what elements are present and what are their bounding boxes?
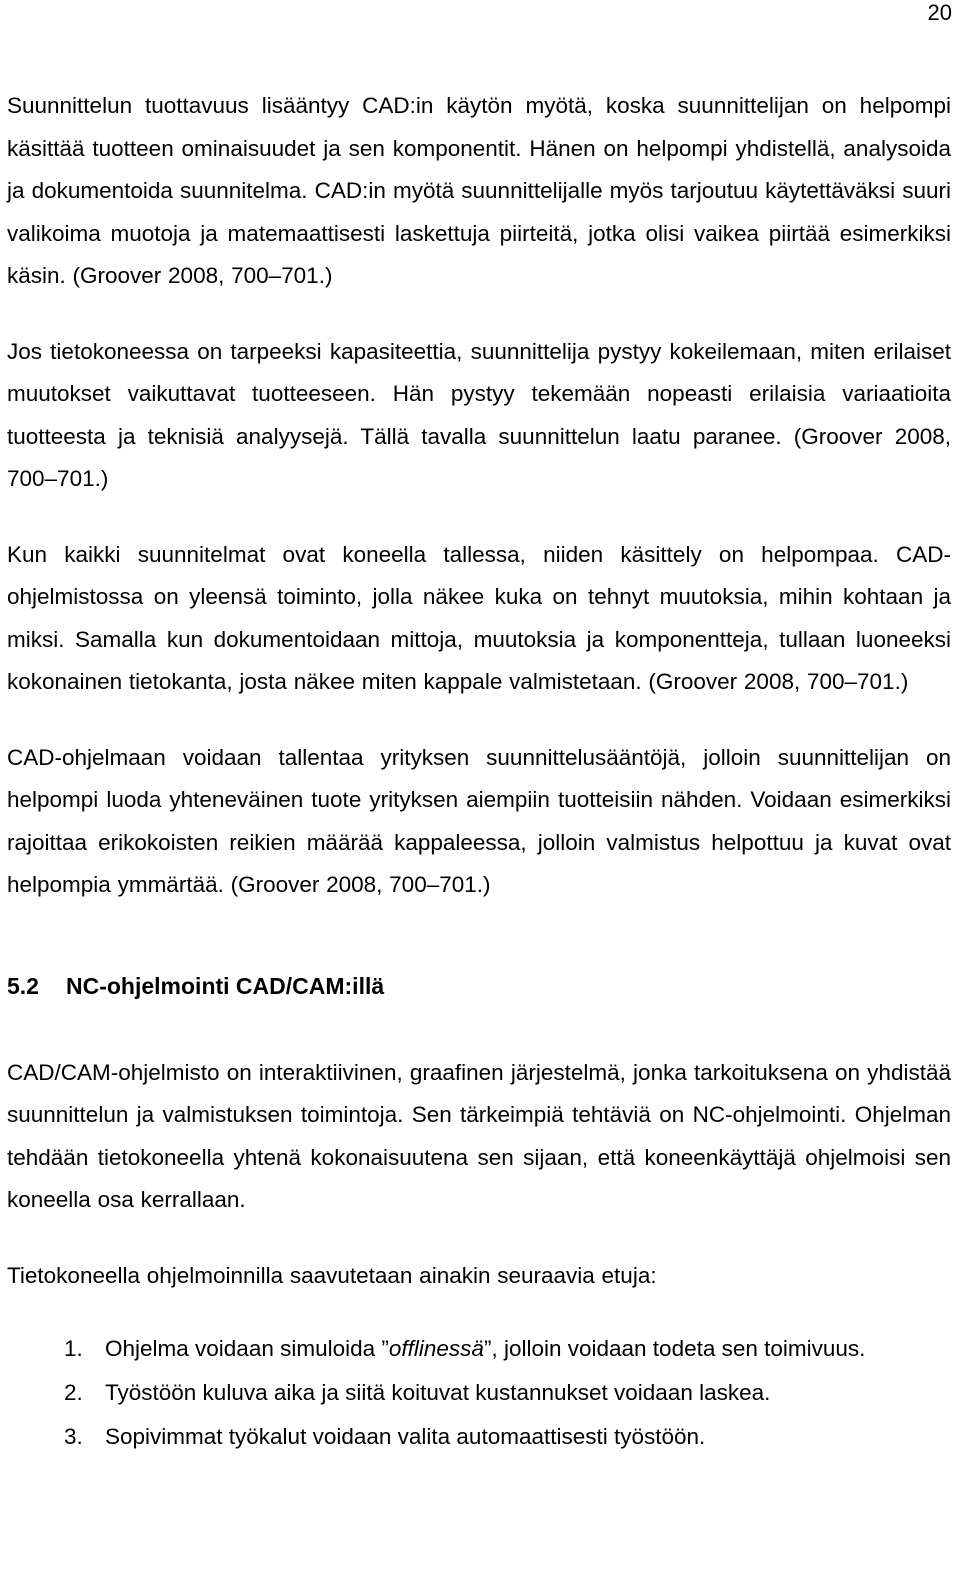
benefits-list [7,1327,951,1459]
list-item-emphasis: offlinessä [388,1336,484,1361]
list-item [7,1415,951,1459]
section-paragraph: CAD/CAM-ohjelmisto on interaktiivinen, graafinen järjestelmä, jonka tarkoituksena on yhdistää suunnittelun ja valmistuksen toimintoja. Sen tärkeimpiä tehtäviä on NC-ohjelmointi. Ohjelman tehdään tietokoneella yhtenä kokonaisuutena sen sijaan, että koneenkäyttäjä ohjelmoisi sen koneella osa kerrallaan. [7,1059,951,1212]
list-intro: Tietokoneella ohjelmoinnilla saavutetaan ainakin seuraavia etuja: [7,1262,657,1288]
list-item-text-start: Ohjelma voidaan simuloida ” [105,1336,389,1361]
section-number: 5.2 [7,972,39,999]
section-title: NC-ohjelmointi CAD/CAM:illä [66,972,385,999]
list-item [7,1327,951,1371]
list-item-text: Työstöön kuluva aika ja siitä koituvat kustannukset voidaan laskea. [105,1380,771,1405]
list-spacer [7,1297,951,1327]
list-marker: 3. [64,1424,83,1449]
document-body [7,85,951,1459]
list-marker: 2. [64,1380,83,1405]
body-paragraph-2: Jos tietokoneessa on tarpeeksi kapasiteettia, suunnittelija pystyy kokeilemaan, miten erilaiset muutokset vaikuttavat tuotteeseen. Hän pystyy tekemään nopeasti erilaisia variaatioita tuotteesta ja teknisiä analyysejä. Tällä tavalla suunnittelun laatu paranee. (Groover 2008, 700–701.) [7,338,951,491]
list-item-text: Sopivimmat työkalut voidaan valita automaattisesti työstöön. [105,1424,706,1449]
list-marker: 1. [64,1336,83,1361]
body-paragraph-3: Kun kaikki suunnitelmat ovat koneella tallessa, niiden käsittely on helpompaa. CAD-ohjelmistossa on yleensä toiminto, jolla näkee kuka on tehnyt muutoksia, mihin kohtaan ja miksi. Samalla kun dokumentoidaan mittoja, muutoksia ja komponentteja, tullaan luoneeksi kokonainen tietokanta, josta näkee miten kappale valmistetaan. (Groover 2008, 700–701.) [7,541,951,694]
section-spacer [7,907,951,971]
section-heading [7,971,951,1001]
list-item [7,1371,951,1415]
body-paragraph-1: Suunnittelun tuottavuus lisääntyy CAD:in käytön myötä, koska suunnittelijan on helpompi käsittää tuotteen ominaisuudet ja sen komponentit. Hänen on helpompi yhdistellä, analysoida ja dokumentoida suunnitelma. CAD:in myötä suunnittelijalle myös tarjoutuu käytettäväksi suuri valikoima muotoja ja matemaattisesti laskettuja piirteitä, jotka olisi vaikea piirtää esimerkiksi käsin. (Groover 2008, 700–701.) [7,93,951,288]
paragraph-spacer [7,1222,951,1255]
paragraph-spacer [7,501,951,534]
body-paragraph-4: CAD-ohjelmaan voidaan tallentaa yrityksen suunnittelusääntöjä, jolloin suunnittelijan on helpompi luoda yhteneväinen tuote yrityksen aiempiin tuotteisiin nähden. Voidaan esimerkiksi rajoittaa erikokoisten reikien määrää kappaleessa, jolloin valmistus helpottuu ja kuvat ovat helpompia ymmärtää. (Groover 2008, 700–701.) [7,744,951,897]
paragraph-spacer [7,298,951,331]
paragraph-spacer [7,704,951,737]
list-item-text-end: ”, jolloin voidaan todeta sen toimivuus. [483,1336,866,1361]
section-spacer [7,1001,951,1052]
page-number: 20 [927,0,952,25]
